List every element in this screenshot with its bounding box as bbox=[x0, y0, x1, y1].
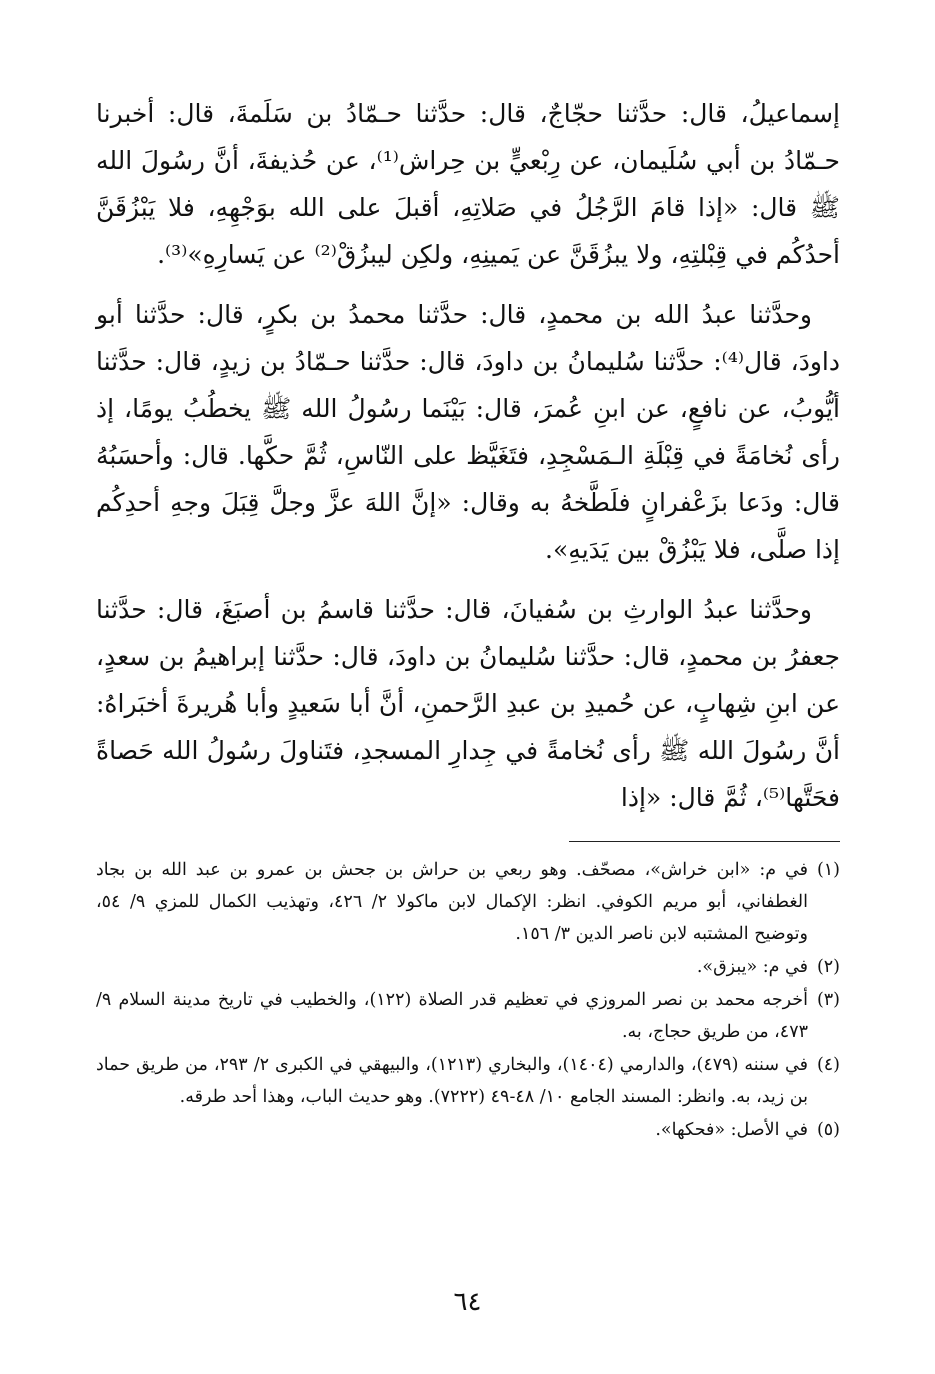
paragraph: وحدَّثنا عبدُ الله بن محمدٍ، قال: حدَّثنا محمدُ بن بكرٍ، قال: حدَّثنا أبو داودَ، قال⁽⁴⁾: حدَّثنا سُليمانُ بن داودَ، قال: حدَّثنا حـمّادُ بن زيدٍ، قال: حدَّثنا أيُّوبُ، عن نافعٍ، عن ابنِ عُمرَ، قال: بَيْنَما رسُولُ الله ﷺ يخطُبُ يومًا، إذ رأى نُخامَةً في قِبْلَةِ الـمَسْجِدِ، فتَغَيَّظ على النّاسِ، ثُمَّ حكَّها. قال: وأحسَبُهُ قال: ودَعا بزَعْفرانٍ فلَطَّخهُ به وقال: «إنَّ اللهَ عزَّ وجلَّ قِبَلَ وجهِ أحدِكُم إذا صلَّى، فلا يَبْزُقْ بين يَدَيهِ». bbox=[96, 300, 841, 564]
main-text bbox=[96, 90, 840, 821]
footnote-number: (١) bbox=[816, 860, 840, 880]
footnote-number: (٣) bbox=[816, 990, 840, 1010]
page-content bbox=[96, 90, 840, 1147]
footnote bbox=[96, 951, 840, 983]
footnote bbox=[96, 1114, 840, 1146]
footnote-separator bbox=[569, 841, 840, 842]
footnote-number: (٥) bbox=[816, 1120, 840, 1140]
footnote-text: أخرجه محمد بن نصر المروزي في تعظيم قدر الصلاة (١٢٢)، والخطيب في تاريخ مدينة السلام ٩/ ٤٧٣، من طريق حجاج، به. bbox=[96, 990, 808, 1042]
footnote bbox=[96, 1049, 840, 1113]
footnote-number: (٤) bbox=[816, 1055, 840, 1075]
footnote bbox=[96, 984, 840, 1048]
footnote-text: في الأصل: «فحكها». bbox=[655, 1120, 808, 1140]
footnote-number: (٢) bbox=[816, 957, 840, 977]
footnotes bbox=[96, 854, 840, 1146]
footnote bbox=[96, 854, 840, 950]
paragraph: وحدَّثنا عبدُ الوارثِ بن سُفيانَ، قال: حدَّثنا قاسمُ بن أصبَغَ، قال: حدَّثنا جعفرُ بن محمدٍ، قال: حدَّثنا سُليمانُ بن داودَ، قال: حدَّثنا إبراهيمُ بن سعدٍ، عن ابنِ شِهابٍ، عن حُميدِ بن عبدِ الرَّحمنِ، أنَّ أبا سَعيدٍ وأبا هُريرةَ أخبَراهُ: أنَّ رسُولَ الله ﷺ رأى نُخامةً في جِدارِ المسجدِ، فتَناولَ رسُولُ الله حَصاةً فحَتَّها⁽⁵⁾، ثُمَّ قال: «إذا bbox=[96, 595, 840, 812]
footnote-text: في م: «ابن خراش»، مصحّف. وهو ربعي بن حراش بن جحش بن عمرو بن عبد الله بن بجاد الغطفاني، أبو مريم الكوفي. انظر: الإكمال لابن ماكولا ٢/ ٤٢٦، وتهذيب الكمال للمزي ٩/ ٥٤، وتوضيح المشتبه لابن ناصر الدين ٣/ ١٥٦. bbox=[96, 860, 808, 944]
page-number: ٦٤ bbox=[453, 1287, 482, 1317]
paragraph: إسماعيلُ، قال: حدَّثنا حجّاجٌ، قال: حدَّثنا حـمّادُ بن سَلَمةَ، قال: أخبرنا حـمّادُ بن أبي سُلَيمان، عن رِبْعيٍّ بن حِراش⁽¹⁾، عن حُذيفةَ، أنَّ رسُولَ الله ﷺ قال: «إذا قامَ الرَّجُلُ في صَلاتِهِ، أقبلَ على الله بوَجْهِهِ، فلا يَبْزُقَنَّ أحدُكُم في قِبْلتِهِ، ولا يبزُقَنَّ عن يَمينِهِ، ولكِن ليبزُقْ⁽²⁾ عن يَسارِهِ»⁽³⁾. bbox=[96, 99, 840, 269]
footnote-text: في م: «يبزق». bbox=[696, 957, 808, 977]
footnote-text: في سننه (٤٧٩)، والدارمي (١٤٠٤)، والبخاري (١٢١٣)، والبيهقي في الكبرى ٢/ ٢٩٣، من طريق حماد بن زيد، به. وانظر: المسند الجامع ١٠/ ٤٨-٤٩ (٧٢٢٢). وهو حديث الباب، وهذا أحد طرقه. bbox=[96, 1055, 808, 1107]
